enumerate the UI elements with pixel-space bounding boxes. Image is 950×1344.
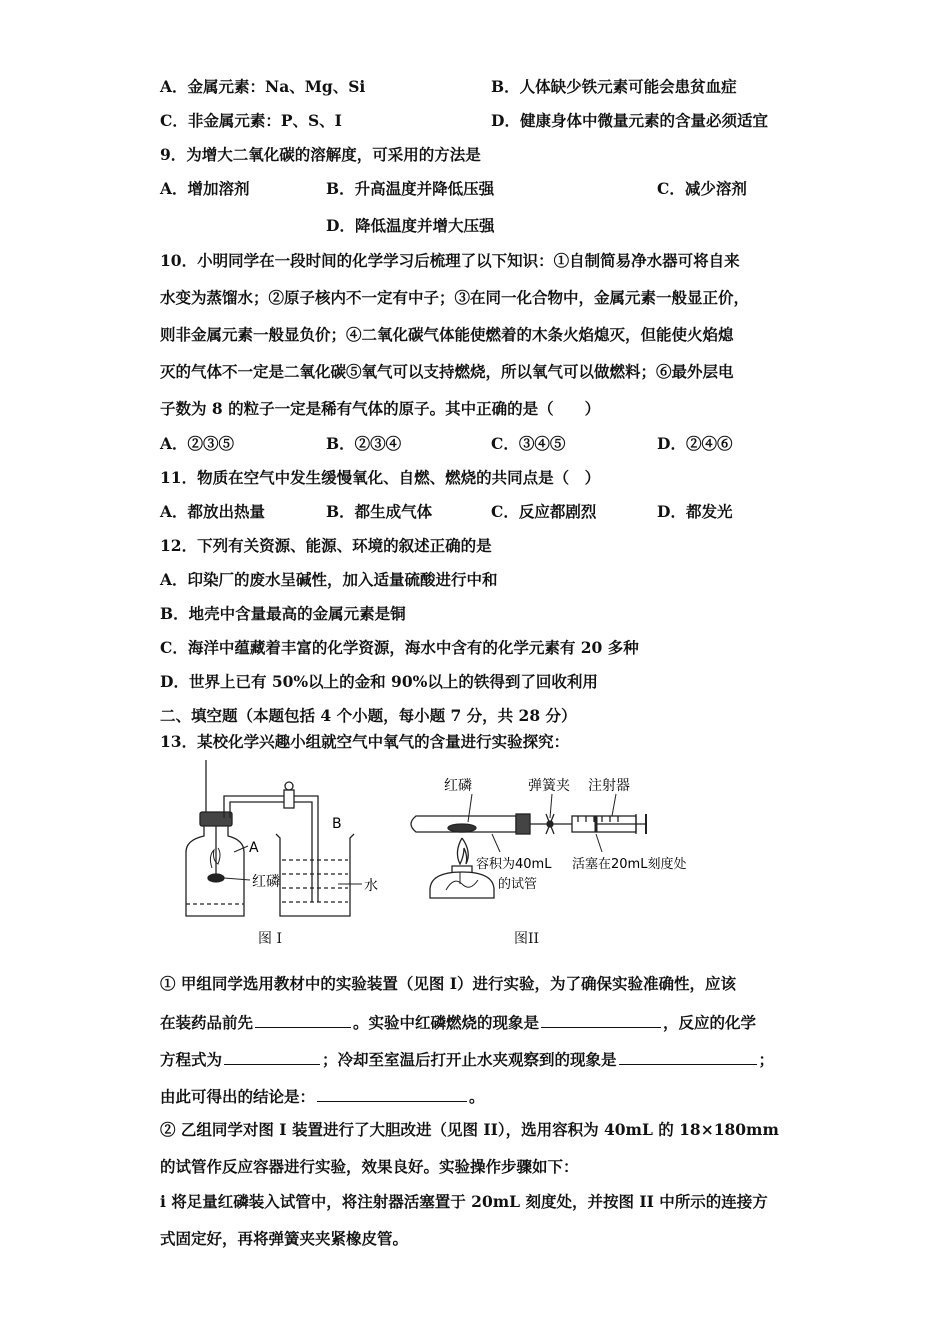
q13-part1-line-3: [160, 1048, 774, 1070]
text-segment: 在装药品前先: [160, 1013, 254, 1032]
q12-option-a: A．印染厂的废水呈碱性，加入适量硫酸进行中和: [160, 570, 498, 589]
q12-option-b: B．地壳中含量最高的金属元素是铜: [160, 604, 406, 623]
text-segment: ；: [758, 1050, 775, 1069]
q13-part1-line-2: [160, 1011, 756, 1033]
answer-blank-1[interactable]: [255, 1011, 351, 1028]
q10-option-b: B．②③④: [326, 434, 402, 453]
q10-line-3: 则非金属元素一般显负价；④二氧化碳气体能使燃着的木条火焰熄灭，但能使火焰熄: [160, 325, 734, 344]
q11-option-c: C．反应都剧烈: [491, 502, 597, 521]
q13-part2-line-3: i 将足量红磷装入试管中，将注射器活塞置于 20mL 刻度处，并按图 II 中所示的连接方: [160, 1192, 768, 1211]
text-segment: 。实验中红磷燃烧的现象是: [353, 1013, 540, 1032]
label-tube: 的试管: [498, 877, 538, 892]
q13-part2-line-2: 的试管作反应容器进行实验，效果良好。实验操作步骤如下：: [160, 1157, 579, 1176]
q10-option-a: A．②③⑤: [160, 434, 235, 453]
q11-option-b: B．都生成气体: [326, 502, 433, 521]
label-water: 水: [364, 878, 378, 894]
q9-option-a: A．增加溶剂: [160, 179, 250, 198]
water-clamp: [284, 790, 294, 808]
stopper: [200, 812, 232, 826]
figure-2-caption: 图II: [514, 931, 540, 947]
alcohol-lamp: [430, 872, 494, 898]
rubber-stopper: [516, 814, 530, 834]
label-spring-clip: 弹簧夹: [528, 778, 570, 794]
q9-option-c: C．减少溶剂: [657, 179, 747, 198]
q13-part1-line-4: [160, 1085, 485, 1107]
label-red-phosphorus: 红磷: [444, 778, 472, 794]
q13-stem: 13．某校化学兴趣小组就空气中氧气的含量进行实验探究：: [160, 732, 570, 751]
q8-option-b: B．人体缺少铁元素可能会患贫血症: [491, 77, 737, 96]
label-tube-volume: 容积为40mL: [476, 857, 552, 872]
q8-option-c: C．非金属元素：P、S、I: [160, 111, 342, 130]
q13-part2-line-4: 式固定好，再将弹簧夹夹紧橡皮管。: [160, 1229, 409, 1248]
text-segment: ；冷却至室温后打开止水夹观察到的现象是: [322, 1050, 617, 1069]
q10-line-5: 子数为 8 的粒子一定是稀有气体的原子。其中正确的是（ ）: [160, 399, 601, 418]
figure-1-apparatus: [178, 756, 388, 952]
q11-option-d: D．都发光: [657, 502, 733, 521]
answer-blank-3[interactable]: [224, 1048, 320, 1065]
q9-option-b: B．升高温度并降低压强: [326, 179, 495, 198]
q10-line-2: 水变为蒸馏水；②原子核内不一定有中子；③在同一化合物中，金属元素一般显正价，: [160, 288, 750, 307]
label-piston: 活塞在20mL刻度处: [572, 857, 687, 872]
beaker: [276, 834, 354, 916]
q10-line-4: 灭的气体不一定是二氧化碳⑤氧气可以支持燃烧，所以氧气可以做燃料；⑥最外层电: [160, 362, 734, 381]
figure-1-caption: 图 I: [258, 931, 282, 947]
q8-option-a: A．金属元素：Na、Mg、Si: [160, 77, 366, 96]
text-segment: 方程式为: [160, 1050, 223, 1069]
label-syringe: 注射器: [588, 778, 630, 794]
q13-part2-line-1: ② 乙组同学对图 I 装置进行了大胆改进（见图 II），选用容积为 40mL 的 18×180mm: [160, 1120, 779, 1139]
section-heading: 二、填空题（本题包括 4 个小题，每小题 7 分，共 28 分）: [160, 706, 577, 725]
q12-stem: 12．下列有关资源、能源、环境的叙述正确的是: [160, 536, 492, 555]
figure-2-apparatus: [402, 772, 732, 952]
q13-part1-line-1: ① 甲组同学选用教材中的实验装置（见图 I）进行实验，为了确保实验准确性，应该: [160, 974, 737, 993]
q8-option-d: D．健康身体中微量元素的含量必须适宜: [491, 111, 768, 130]
text-segment: 由此可得出的结论是：: [160, 1087, 316, 1106]
text-segment: ，反应的化学: [663, 1013, 757, 1032]
q11-stem: 11．物质在空气中发生缓慢氧化、自燃、燃烧的共同点是（ ）: [160, 468, 601, 487]
answer-blank-2[interactable]: [541, 1011, 661, 1028]
q12-option-d: D．世界上已有 50%以上的金和 90%以上的铁得到了回收利用: [160, 672, 598, 691]
q10-option-c: C．③④⑤: [491, 434, 566, 453]
answer-blank-5[interactable]: [317, 1085, 467, 1102]
q10-line-1: 10．小明同学在一段时间的化学学习后梳理了以下知识：①自制简易净水器可将自来: [160, 251, 740, 270]
q10-option-d: D．②④⑥: [657, 434, 733, 453]
answer-blank-4[interactable]: [619, 1048, 757, 1065]
q9-option-d: D．降低温度并增大压强: [326, 216, 495, 235]
q12-option-c: C．海洋中蕴藏着丰富的化学资源，海水中含有的化学元素有 20 多种: [160, 638, 639, 657]
label-red-phosphorus: 红磷: [252, 874, 280, 890]
text-segment: 。: [469, 1087, 485, 1106]
q11-option-a: A．都放出热量: [160, 502, 266, 521]
label-a: A: [249, 840, 259, 856]
red-phosphorus: [448, 824, 476, 832]
collecting-bottle: [186, 826, 244, 916]
label-b: B: [332, 816, 342, 832]
q9-stem: 9．为增大二氧化碳的溶解度，可采用的方法是: [160, 145, 481, 164]
